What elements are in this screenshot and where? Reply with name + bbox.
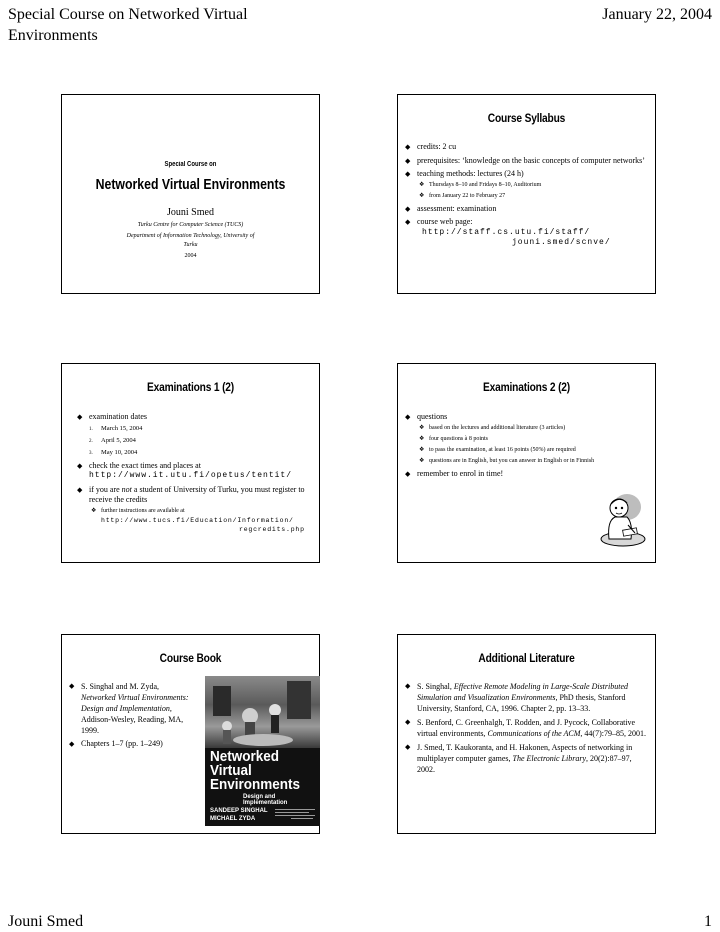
- list-item: ◆ remember to enrol in time!: [404, 469, 647, 480]
- writing-student-clipart-icon: [593, 489, 651, 547]
- page-header-title: Special Course on Networked Virtual Environments: [8, 6, 248, 44]
- course-url-line1[interactable]: http://staff.cs.utu.fi/staff/: [422, 227, 591, 237]
- slide-affiliation-2: Department of Information Technology, University of Turku: [126, 233, 255, 248]
- slide-heading: Course Book: [159, 651, 222, 665]
- slide-examinations-2: [397, 363, 656, 563]
- sub-item: ❖ based on the lectures and additional literature (3 articles): [417, 424, 647, 433]
- exam-date: 2. April 5, 2004: [89, 436, 136, 444]
- list-item: ◆ prerequisites: ‘knowledge on the basic concepts of computer networks’: [404, 156, 647, 167]
- slide-year: 2004: [184, 253, 197, 259]
- dates-label: examination dates: [89, 412, 147, 421]
- literature-list: [404, 681, 647, 775]
- sub-item: ❖ Thursdays 8–10 and Fridays 8–10, Auditorium: [417, 181, 647, 190]
- course-url-line2[interactable]: jouni.smed/scnve/: [512, 238, 611, 247]
- sub-item: ❖ from January 22 to February 27: [417, 192, 647, 201]
- exam-date: 3. May 10, 2004: [89, 448, 138, 456]
- teaching-label: teaching methods: lectures (24 h): [417, 169, 524, 178]
- list-item: ◆ J. Smed, T. Kaukoranta, and H. Hakonen, Aspects of networking in multiplayer computer games, The Electronic Library, 20(2):87–97, 2002.: [404, 742, 647, 775]
- list-item: ◆ if you are not a student of University of Turku, you must register to receive the credits ❖ further instructions are available at http://www.tucs.fi/Education/Information/ regcredits.php: [76, 485, 311, 534]
- slide-heading: Examinations 1 (2): [146, 380, 235, 394]
- cover-author-1: SANDEEP SINGHAL: [210, 808, 268, 814]
- slide-title: [61, 94, 320, 294]
- slide-main-title: Networked Virtual Environments: [95, 176, 286, 193]
- list-item: ◆ assessment: examination: [404, 204, 647, 215]
- slide-heading: Additional Literature: [478, 651, 575, 665]
- slide-course-syllabus: [397, 94, 656, 294]
- cover-title-line1: Networked: [210, 748, 280, 765]
- list-item: [404, 217, 647, 249]
- list-item: ◆ Chapters 1–7 (pp. 1–249): [68, 739, 190, 750]
- slide-course-book: [61, 634, 320, 834]
- list-item: ◆ S. Benford, C. Greenhalgh, T. Rodden, and J. Pycock, Collaborative virtual environments, Communications of the ACM, 44(7):79–85, 2001.: [404, 717, 647, 739]
- cover-title-line3: Environments: [210, 776, 301, 793]
- slide-affiliation-1: Turku Centre for Computer Science (TUCS): [137, 222, 244, 228]
- exam-dates-list: [89, 424, 311, 458]
- registration-url-line2[interactable]: regcredits.php: [239, 525, 305, 533]
- slide-examinations-1: [61, 363, 320, 563]
- book-cover-image: [205, 676, 320, 826]
- slide-heading: Examinations 2 (2): [482, 380, 571, 394]
- sub-item: ❖ four questions à 8 points: [417, 435, 647, 444]
- book-cover-photo: [205, 676, 320, 748]
- page-footer-author: Jouni Smed: [8, 913, 84, 930]
- slide-author: Jouni Smed: [167, 207, 214, 218]
- cover-blurb-text-image: [275, 808, 315, 822]
- cover-author-2: MICHAEL ZYDA: [210, 816, 256, 822]
- slide-pretitle: Special Course on: [164, 161, 217, 168]
- sub-item: ❖ further instructions are available at http://www.tucs.fi/Education/Information/ regcredits.php: [89, 507, 311, 534]
- cover-subtitle: Design and Implementation: [243, 794, 288, 806]
- list-item: ◆ credits: 2 cu: [404, 142, 647, 153]
- book-list: [68, 681, 190, 750]
- exam-questions-list: [404, 412, 647, 479]
- exam-list: [76, 412, 311, 534]
- sub-item: ❖ to pass the examination, at least 16 points (50%) are required: [417, 446, 647, 455]
- list-item: ◆ questions ❖ based on the lectures and additional literature (3 articles) ❖ four questions à 8 points ❖ to pass the examination, at least 16 points (50%) are required ❖ questions are in English, but you can answer in English or in Finnish: [404, 412, 647, 466]
- exam-date: 1. March 15, 2004: [89, 424, 143, 432]
- list-item: ◆ S. Singhal and M. Zyda, Networked Virtual Environments: Design and Implementation, Addison-Wesley, Reading, MA, 1999.: [68, 681, 190, 736]
- list-item: ◆ S. Singhal, Effective Remote Modeling in Large-Scale Distributed Simulation and Visualization Environments, PhD thesis, Stanford University, Stanford, CA, 1996. Chapter 2, pp. 13–33.: [404, 681, 647, 714]
- list-item: ◆ check the exact times and places at http://www.it.utu.fi/opetus/tentit/: [76, 461, 311, 482]
- web-label: course web page:: [417, 217, 473, 226]
- sub-item: ❖ questions are in English, but you can answer in English or in Finnish: [417, 457, 647, 466]
- page-header-date: January 22, 2004: [602, 6, 712, 23]
- page-footer-page-number: 1: [704, 913, 712, 930]
- slide-heading: Course Syllabus: [487, 111, 566, 125]
- registration-url-line1[interactable]: http://www.tucs.fi/Education/Information/: [101, 516, 294, 524]
- syllabus-list: [404, 142, 647, 249]
- cover-title-line2: Virtual: [210, 762, 252, 779]
- list-item: [76, 412, 311, 458]
- list-item: [404, 169, 647, 201]
- slide-additional-literature: [397, 634, 656, 834]
- exam-info-url[interactable]: http://www.it.utu.fi/opetus/tentit/: [89, 471, 293, 480]
